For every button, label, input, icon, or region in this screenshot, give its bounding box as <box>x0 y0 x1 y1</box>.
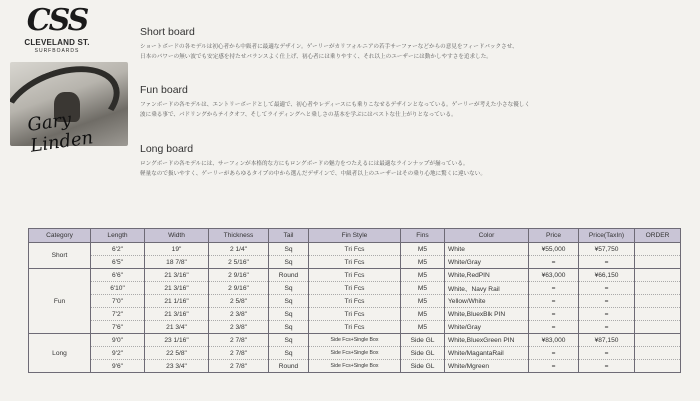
fins-cell: Side GL <box>401 360 445 373</box>
order-cell[interactable] <box>635 334 681 347</box>
tail-cell: Sq <box>269 295 309 308</box>
fins-cell: M5 <box>401 256 445 269</box>
table-row <box>29 321 681 334</box>
price-cell: = <box>529 347 579 360</box>
table-row <box>29 282 681 295</box>
tail-cell: Round <box>269 269 309 282</box>
section-long-board <box>140 143 680 179</box>
tail-cell: Sq <box>269 308 309 321</box>
fin-style-cell: Tri Fcs <box>309 295 401 308</box>
column-header: Category <box>29 229 91 243</box>
fin-style-cell: Tri Fcs <box>309 269 401 282</box>
width-cell: 18 7/8" <box>145 256 209 269</box>
fins-cell: Side GL <box>401 347 445 360</box>
column-header: Thickness <box>209 229 269 243</box>
color-cell: White,BluexBlk PIN <box>445 308 529 321</box>
section-text-line: 波に乗る事で、パドリングからテイクオフ、そしてライディングへと乗しさの基本を学ぶにはベストな仕上がりとなっている。 <box>140 112 457 118</box>
price-taxin-cell: ¥57,750 <box>579 243 635 256</box>
width-cell: 21 1/16" <box>145 295 209 308</box>
fin-style-cell: Side Fcs+Single Box <box>309 347 401 360</box>
fin-style-cell: Tri Fcs <box>309 243 401 256</box>
signature: Gary Linden <box>26 109 95 157</box>
table-row <box>29 269 681 282</box>
length-cell: 6'6" <box>91 269 145 282</box>
table-row <box>29 347 681 360</box>
category-cell: Fun <box>29 269 91 334</box>
thickness-cell: 2 9/16" <box>209 282 269 295</box>
width-cell: 23 1/16" <box>145 334 209 347</box>
category-cell: Short <box>29 243 91 269</box>
price-taxin-cell: ¥87,150 <box>579 334 635 347</box>
price-taxin-cell: = <box>579 308 635 321</box>
length-cell: 9'6" <box>91 360 145 373</box>
order-cell[interactable] <box>635 243 681 256</box>
order-cell[interactable] <box>635 269 681 282</box>
price-cell: ¥63,000 <box>529 269 579 282</box>
section-text-line: ファンボードの各モデルは、エントリーボードとして最適で、初心者やレディースにも乗りこなせるデザインとなっている。ゲーリーが考えた小さな優しく <box>140 102 530 108</box>
table-row <box>29 256 681 269</box>
table-row <box>29 308 681 321</box>
color-cell: White/Gray <box>445 256 529 269</box>
color-cell: White/Gray <box>445 321 529 334</box>
thickness-cell: 2 7/8" <box>209 334 269 347</box>
table-row <box>29 334 681 347</box>
order-cell[interactable] <box>635 295 681 308</box>
color-cell: White/Mgreen <box>445 360 529 373</box>
price-taxin-cell: = <box>579 256 635 269</box>
fin-style-cell: Tri Fcs <box>309 282 401 295</box>
order-cell[interactable] <box>635 282 681 295</box>
color-cell: White <box>445 243 529 256</box>
order-cell[interactable] <box>635 256 681 269</box>
fin-style-cell: Tri Fcs <box>309 321 401 334</box>
price-taxin-cell: ¥66,150 <box>579 269 635 282</box>
table-row <box>29 295 681 308</box>
fins-cell: M5 <box>401 321 445 334</box>
color-cell: White/MagantaRail <box>445 347 529 360</box>
color-cell: White,BluexGreen PIN <box>445 334 529 347</box>
order-cell[interactable] <box>635 360 681 373</box>
column-header: Color <box>445 229 529 243</box>
section-text-line: ロングボードの各モデルには、サーフィンが本格的な方にもロングボードの魅力をつたえるには最適なラインナップが揃っている。 <box>140 161 469 167</box>
fins-cell: Side GL <box>401 334 445 347</box>
column-header: Length <box>91 229 145 243</box>
section-text-line: 軽量なので扱いやすく、ゲーリーがあらゆるタイプの中から選んだデザインで、中級者以上のユーザーはその乗り心地に驚くに違いない。 <box>140 171 486 177</box>
color-cell: Yellow/White <box>445 295 529 308</box>
category-cell: Long <box>29 334 91 373</box>
color-cell: White、Navy Rail <box>445 282 529 295</box>
tail-cell: Round <box>269 360 309 373</box>
column-header: Fin Style <box>309 229 401 243</box>
fins-cell: M5 <box>401 282 445 295</box>
tail-cell: Sq <box>269 347 309 360</box>
width-cell: 19" <box>145 243 209 256</box>
length-cell: 6'2" <box>91 243 145 256</box>
section-text-line: ショートボードの各モデルは初心者から中級者に最適なデザイン。ゲーリーがカリフォルニアの若手サーファーなどからの意見をフィードバックさせ、 <box>140 44 518 50</box>
table-row <box>29 360 681 373</box>
column-header: Price(TaxIn) <box>579 229 635 243</box>
tail-cell: Sq <box>269 282 309 295</box>
thickness-cell: 2 5/16" <box>209 256 269 269</box>
thickness-cell: 2 3/8" <box>209 321 269 334</box>
column-header: Tail <box>269 229 309 243</box>
order-cell[interactable] <box>635 321 681 334</box>
price-taxin-cell: = <box>579 295 635 308</box>
section-fun-board <box>140 84 680 120</box>
tail-cell: Sq <box>269 321 309 334</box>
width-cell: 21 3/16" <box>145 308 209 321</box>
logo-name: CLEVELAND ST. <box>24 38 90 47</box>
price-cell: ¥55,000 <box>529 243 579 256</box>
table-header-row <box>29 229 681 243</box>
width-cell: 23 3/4" <box>145 360 209 373</box>
section-title: Fun board <box>140 84 188 96</box>
length-cell: 9'0" <box>91 334 145 347</box>
brand-logo <box>16 4 98 62</box>
thickness-cell: 2 9/16" <box>209 269 269 282</box>
price-cell: = <box>529 282 579 295</box>
fin-style-cell: Side Fcs+Single Box <box>309 334 401 347</box>
length-cell: 7'0" <box>91 295 145 308</box>
column-header: ORDER <box>635 229 681 243</box>
price-cell: = <box>529 308 579 321</box>
thickness-cell: 2 1/4" <box>209 243 269 256</box>
fin-style-cell: Tri Fcs <box>309 308 401 321</box>
fin-style-cell: Tri Fcs <box>309 256 401 269</box>
color-cell: White,RedPIN <box>445 269 529 282</box>
price-cell: = <box>529 295 579 308</box>
width-cell: 21 3/16" <box>145 269 209 282</box>
column-header: Fins <box>401 229 445 243</box>
length-cell: 6'5" <box>91 256 145 269</box>
price-taxin-cell: = <box>579 347 635 360</box>
price-cell: = <box>529 360 579 373</box>
fins-cell: M5 <box>401 243 445 256</box>
tail-cell: Sq <box>269 243 309 256</box>
thickness-cell: 2 7/8" <box>209 347 269 360</box>
table-row <box>29 243 681 256</box>
column-header: Price <box>529 229 579 243</box>
length-cell: 7'6" <box>91 321 145 334</box>
fins-cell: M5 <box>401 308 445 321</box>
column-header: Width <box>145 229 209 243</box>
length-cell: 6'10" <box>91 282 145 295</box>
section-title: Long board <box>140 143 194 155</box>
spec-table <box>28 228 681 373</box>
fins-cell: M5 <box>401 269 445 282</box>
thickness-cell: 2 3/8" <box>209 308 269 321</box>
price-cell: = <box>529 321 579 334</box>
section-text-line: 日本のパワーの無い波でも安定感を持たせバランスよく仕上げ、初心者には乗りやすく、それ以上のユーザーには動かしやすさを追求した。 <box>140 54 492 60</box>
thickness-cell: 2 7/8" <box>209 360 269 373</box>
tail-cell: Sq <box>269 256 309 269</box>
width-cell: 21 3/4" <box>145 321 209 334</box>
fins-cell: M5 <box>401 295 445 308</box>
price-cell: = <box>529 256 579 269</box>
logo-sub: SURFBOARDS <box>34 48 80 54</box>
price-taxin-cell: = <box>579 360 635 373</box>
price-taxin-cell: = <box>579 321 635 334</box>
order-cell[interactable] <box>635 347 681 360</box>
length-cell: 9'2" <box>91 347 145 360</box>
tail-cell: Sq <box>269 334 309 347</box>
thickness-cell: 2 5/8" <box>209 295 269 308</box>
order-cell[interactable] <box>635 308 681 321</box>
section-title: Short board <box>140 26 195 38</box>
width-cell: 22 5/8" <box>145 347 209 360</box>
length-cell: 7'2" <box>91 308 145 321</box>
price-taxin-cell: = <box>579 282 635 295</box>
logo-mark: CSS <box>26 3 88 38</box>
width-cell: 21 3/16" <box>145 282 209 295</box>
section-short-board <box>140 26 680 62</box>
fin-style-cell: Side Fcs+Single Box <box>309 360 401 373</box>
price-cell: ¥83,000 <box>529 334 579 347</box>
